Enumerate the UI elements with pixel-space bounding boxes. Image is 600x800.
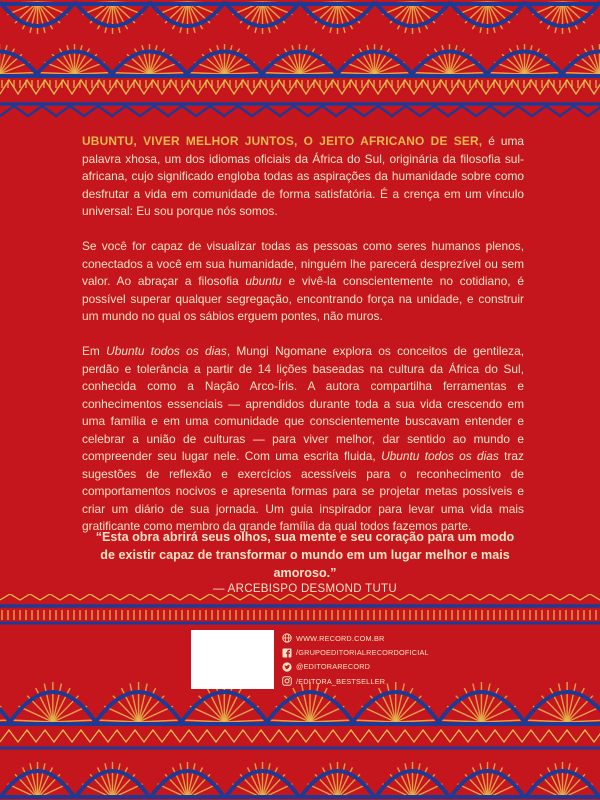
bottom-arches-ray: [216, 684, 225, 722]
bottom-arches-2-ray: [30, 763, 38, 798]
top-arches-ray: [337, 73, 375, 75]
bottom-arches-ray: [396, 684, 405, 722]
top-arches-ray: [487, 73, 525, 75]
bottom-arches-2-ray: [263, 763, 271, 798]
paragraph3-text-2: traz sugestões de reflexão e exercícios acessíveis para o reconhecimento de comportamentos nocivos e apresenta formas para se projetar metas possíveis e criar um diário de sua jornada. Um guia inspirador para levar uma vida mais gratificante como membro da grande família da qual todos fazemos parte.: [82, 449, 524, 533]
contact-twitter[interactable]: [282, 660, 429, 674]
bottom-arches-ray: [139, 720, 182, 722]
bottom-arches-ray: [396, 706, 430, 722]
bottom-arches-ray: [139, 684, 148, 722]
bottom-arches-2-ray: [105, 763, 113, 798]
bottom-arches-ray: [10, 720, 53, 722]
top-arches-ray: [150, 45, 158, 74]
top-arches-ray: [37, 73, 75, 75]
contact-facebook[interactable]: [282, 645, 429, 659]
pattern-zigzag: [0, 80, 600, 94]
twitter-icon: [282, 662, 292, 672]
bottom-arches-ray: [104, 706, 138, 722]
top-scallop-ray: [330, 2, 338, 33]
pattern-zigzag: [0, 730, 600, 742]
paragraph2-text-2: e vivê-la conscientemente no cotidiano, é possível superar qualquer segregação, encontrando força na unidade, e construir um mundo no qual os sábios erguem pontes, não muros.: [82, 274, 524, 323]
top-scallop-ray: [405, 2, 413, 33]
top-scallop-ray: [30, 2, 38, 33]
bottom-arches-ray: [224, 684, 233, 722]
contact-twitter-text: @EDITORARECORD: [296, 662, 371, 672]
quote-author: — ARCEBISPO DESMOND TUTU: [213, 583, 397, 595]
bottom-arches-ray: [524, 720, 567, 722]
top-arches-ray: [75, 45, 83, 74]
top-arches-ray: [75, 73, 113, 75]
pattern-zigzag: [0, 106, 600, 116]
bottom-arches-2-ray: [563, 763, 571, 798]
top-scallop-ray: [563, 2, 571, 33]
bottom-arches-ray: [310, 720, 353, 722]
top-scallop-ray: [488, 2, 496, 33]
bottom-arches-2-ray: [338, 763, 346, 798]
bottom-arches-ray: [353, 720, 396, 722]
bottom-arches-ray: [96, 720, 139, 722]
bottom-arches-ray: [267, 720, 310, 722]
paragraph-ubuntu-philosophy: [82, 238, 524, 326]
bottom-arches-ray: [190, 706, 224, 722]
contact-instagram-text: /EDITORA_BESTSELLER: [296, 676, 386, 686]
bottom-decorative-pattern: [0, 594, 600, 800]
bottom-arches-ray: [396, 720, 439, 722]
bottom-arches-2-ray: [180, 763, 188, 798]
bottom-arches-ray: [567, 706, 600, 722]
bottom-arches-ray: [567, 684, 576, 722]
paragraph3-text-1: , Mungi Ngomane explora os conceitos de gentileza, perdão e tolerância a partir de 14 lições baseadas na cultura da África do Sul, conhecida como a Nação Arco-Íris. A autora compartilha ferramentas e conhecimentos essenciais — aprendidos durante toda a sua vida crescendo em uma família e em uma comunidade que conscientemente buscavam entender e celebrar a união de culturas — para viver melhor, dar sentido ao mundo e compreender seu lugar nele. Com uma escrita fluida,: [82, 344, 525, 463]
paragraph-book-description: [82, 343, 524, 536]
top-arches-ray: [442, 45, 450, 74]
intro-paragraph: [82, 133, 524, 221]
top-scallop-ray: [255, 2, 263, 33]
bottom-arches-ray: [301, 684, 310, 722]
top-arches-ray: [225, 73, 263, 75]
bottom-arches-ray: [224, 706, 258, 722]
top-scallop-ray: [188, 2, 196, 33]
top-scallop-ray: [480, 2, 488, 33]
intro-body: é uma palavra xhosa, um dos idiomas oficiais da África do Sul, originária da filosofia sul-africana, cujo significado engloba todas as aspirações da humanidade sobre como desfrutar a vida em comunidade de forma satisfatória. É a crença em um vínculo universal: Eu sou porque nós somos.: [82, 134, 524, 218]
bottom-arches-ray: [53, 684, 62, 722]
bottom-arches-ray: [481, 684, 490, 722]
contact-website-text: WWW.RECORD.COM.BR: [296, 633, 385, 643]
top-arches-ray: [292, 45, 300, 74]
endorsement-quote: “Esta obra abrirá seus olhos, sua mente e seu coração para um modo de existir capaz de transformar o mundo em um lugar melhor e mais amoroso.”: [95, 530, 515, 580]
top-arches-ray: [525, 45, 533, 74]
contact-facebook-text: /GRUPOEDITORIALRECORDOFICIAL: [296, 648, 429, 658]
paragraph2-text-1: Se você for capaz de visualizar todas as pessoas como seres humanos plenos, conectados a você em sua humanidade, ninguém lhe parecerá desprezível ou sem valor. Ao abraçar a filosofia: [82, 239, 524, 288]
bottom-arches-ray: [481, 706, 515, 722]
book-title-italic-2: Ubuntu todos os dias: [381, 449, 499, 463]
top-arches-ray: [450, 45, 458, 74]
top-arches-ray: [375, 45, 383, 74]
bottom-arches-ray: [310, 684, 319, 722]
top-decorative-pattern: [0, 0, 600, 118]
bottom-arches-ray: [310, 706, 344, 722]
bottom-arches-ray: [439, 720, 482, 722]
bottom-arches-ray: [181, 720, 224, 722]
top-arches-ray: [0, 73, 37, 75]
bottom-arches-ray: [473, 684, 482, 722]
barcode-area: [191, 630, 274, 689]
bottom-arches-2-ray: [330, 763, 338, 798]
top-arches-ray: [262, 73, 300, 75]
top-scallop-ray: [105, 2, 113, 33]
top-arches-ray: [187, 73, 225, 75]
instagram-icon: [282, 676, 292, 686]
bottom-arches-ray: [53, 720, 96, 722]
bottom-arches-2-ray: [113, 763, 121, 798]
top-arches-ray: [375, 73, 413, 75]
paragraph2-italic: ubuntu: [245, 274, 282, 288]
contact-website[interactable]: [282, 631, 429, 645]
bottom-arches-ray: [130, 684, 139, 722]
bottom-arches-2-ray: [188, 763, 196, 798]
top-scallop-ray: [338, 2, 346, 33]
top-arches-ray: [562, 73, 600, 75]
bottom-arches-2-ray: [38, 763, 46, 798]
top-arches-ray: [592, 45, 600, 74]
bottom-arches-ray: [53, 706, 87, 722]
bottom-arches-ray: [224, 720, 267, 722]
bottom-arches-ray: [481, 720, 524, 722]
top-arches-ray: [412, 73, 450, 75]
top-scallop-ray: [413, 2, 421, 33]
top-scallop-ray: [38, 2, 46, 33]
bottom-arches-ray: [44, 684, 53, 722]
top-arches-ray: [300, 45, 308, 74]
top-arches-ray: [367, 45, 375, 74]
top-arches-ray: [217, 45, 225, 74]
bottom-arches-ray: [361, 706, 395, 722]
bottom-arches-ray: [387, 684, 396, 722]
bottom-arches-ray: [559, 684, 568, 722]
contact-instagram[interactable]: [282, 674, 429, 688]
facebook-icon: [282, 648, 292, 658]
top-arches-ray: [112, 73, 150, 75]
book-title-italic: Ubuntu todos os dias: [106, 344, 227, 358]
top-arches-ray: [517, 45, 525, 74]
paragraph3-prefix: Em: [82, 344, 107, 358]
bottom-arches-2-ray: [255, 763, 263, 798]
bottom-arches-2-ray: [480, 763, 488, 798]
bottom-arches-ray: [533, 706, 567, 722]
top-arches-ray: [525, 73, 563, 75]
top-arches-ray: [300, 73, 338, 75]
bottom-arches-ray: [19, 706, 53, 722]
bottom-arches-2-ray: [413, 763, 421, 798]
top-arches-ray: [450, 73, 488, 75]
intro-title: UBUNTU, VIVER MELHOR JUNTOS, O JEITO AFRICANO DE SER,: [82, 134, 483, 148]
top-scallop-ray: [263, 2, 271, 33]
top-scallop-ray: [113, 2, 121, 33]
bottom-arches-ray: [276, 706, 310, 722]
top-scallop-ray: [555, 2, 563, 33]
globe-icon: [282, 633, 292, 643]
publisher-contacts: [282, 631, 429, 689]
top-arches-ray: [142, 45, 150, 74]
bottom-arches-ray: [447, 706, 481, 722]
bottom-arches-2-ray: [555, 763, 563, 798]
top-scallop-ray: [180, 2, 188, 33]
bottom-arches-2-ray: [488, 763, 496, 798]
top-arches-ray: [225, 45, 233, 74]
top-arches-ray: [150, 73, 188, 75]
bottom-arches-ray: [139, 706, 173, 722]
top-arches-ray: [67, 45, 75, 74]
bottom-arches-2-ray: [405, 763, 413, 798]
